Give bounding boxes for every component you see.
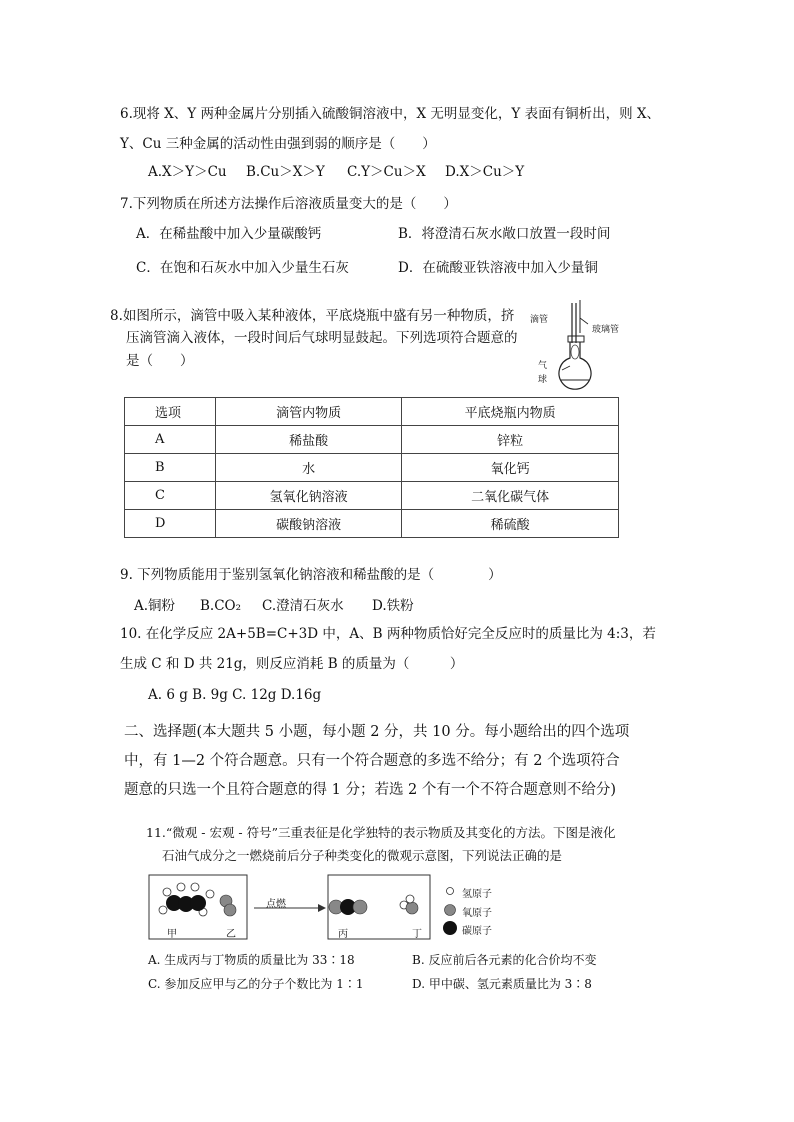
q9-option-b: B.CO₂ bbox=[200, 598, 242, 614]
q8-line1: 8.如图所示，滴管中吸入某种液体，平底烧瓶中盛有另一种物质，挤 bbox=[110, 308, 515, 324]
section2-line3: 题意的只选一个且符合题意的得 1 分；若选 2 个有一个不符合题意则不给分) bbox=[124, 782, 617, 798]
q11-option-d: D. 甲中碳、氢元素质量比为 3∶8 bbox=[412, 977, 592, 991]
table-header-dropper: 滴管内物质 bbox=[216, 398, 402, 426]
q7-option-a: A．在稀盐酸中加入少量碳酸钙 bbox=[136, 226, 322, 242]
q9-option-a: A.铜粉 bbox=[134, 598, 176, 614]
label-balloon-1: 气 bbox=[538, 361, 548, 371]
q8-options-table bbox=[124, 397, 619, 538]
q11-option-c: C. 参加反应甲与乙的分子个数比为 1∶1 bbox=[148, 977, 364, 991]
table-cell: 稀盐酸 bbox=[216, 426, 402, 454]
q10-line1: 10. 在化学反应 2A+5B=C+3D 中，A、B 两种物质恰好完全反应时的质量比为 4:3，若 bbox=[120, 626, 656, 642]
table-cell: 氧化钙 bbox=[402, 454, 619, 482]
label-yi: 乙 bbox=[226, 929, 236, 940]
q7-option-b: B．将澄清石灰水敞口放置一段时间 bbox=[398, 226, 611, 242]
table-header-row bbox=[125, 398, 619, 426]
table-cell: C bbox=[125, 482, 216, 510]
q6-option-b: B.Cu＞X＞Y bbox=[246, 164, 325, 180]
q8-line3: 是（ ） bbox=[126, 353, 194, 369]
section2-line1: 二、选择题(本大题共 5 小题，每小题 2 分，共 10 分。每小题给出的四个选项 bbox=[124, 724, 630, 740]
table-cell: 碳酸钠溶液 bbox=[216, 510, 402, 538]
table-header-option: 选项 bbox=[125, 398, 216, 426]
table-row bbox=[125, 510, 619, 538]
q6-option-d: D.X＞Cu＞Y bbox=[445, 164, 525, 180]
q11-line1: 11.“微观 - 宏观 - 符号”三重表征是化学独特的表示物质及其变化的方法。下图是液化 bbox=[146, 825, 616, 840]
q11-option-a: A. 生成丙与丁物质的质量比为 33∶18 bbox=[148, 953, 355, 967]
table-row bbox=[125, 454, 619, 482]
label-dropper: 滴管 bbox=[530, 315, 549, 325]
q7-stem: 7.下列物质在所述方法操作后溶液质量变大的是（ ） bbox=[120, 196, 457, 212]
table-cell: 水 bbox=[216, 454, 402, 482]
q6-line2: Y、Cu 三种金属的活动性由强到弱的顺序是（ ） bbox=[120, 136, 436, 152]
table-cell: 稀硫酸 bbox=[402, 510, 619, 538]
q11-option-b: B. 反应前后各元素的化合价均不变 bbox=[412, 953, 597, 967]
q8-line2: 压滴管滴入液体，一段时间后气球明显鼓起。下列选项符合题意的 bbox=[126, 330, 518, 346]
legend-oxygen: 氧原子 bbox=[462, 908, 492, 919]
label-balloon-2: 球 bbox=[538, 375, 548, 385]
legend-hydrogen: 氢原子 bbox=[462, 889, 492, 900]
q10-options: A. 6 g B. 9g C. 12g D.16g bbox=[148, 687, 322, 703]
table-cell: A bbox=[125, 426, 216, 454]
table-cell: 二氧化碳气体 bbox=[402, 482, 619, 510]
section2-line2: 中，有 1—2 个符合题意。只有一个符合题意的多选不给分；有 2 个选项符合 bbox=[124, 753, 620, 769]
q10-line2: 生成 C 和 D 共 21g，则反应消耗 B 的质量为（ ） bbox=[120, 656, 464, 672]
q9-options bbox=[134, 596, 414, 616]
label-glass-tube: 玻璃管 bbox=[592, 325, 620, 335]
q7-option-c: C．在饱和石灰水中加入少量生石灰 bbox=[136, 260, 349, 276]
q6-option-c: C.Y＞Cu＞X bbox=[347, 164, 426, 180]
q7-option-d: D．在硫酸亚铁溶液中加入少量铜 bbox=[398, 260, 598, 276]
q9-option-d: D.铁粉 bbox=[372, 598, 414, 614]
table-cell: D bbox=[125, 510, 216, 538]
label-ding: 丁 bbox=[412, 929, 422, 940]
table-cell: 锌粒 bbox=[402, 426, 619, 454]
legend-carbon: 碳原子 bbox=[462, 926, 492, 937]
table-header-flask: 平底烧瓶内物质 bbox=[402, 398, 619, 426]
table-row bbox=[125, 426, 619, 454]
q6-line1: 6.现将 X、Y 两种金属片分别插入硫酸铜溶液中，X 无明显变化，Y 表面有铜析出，则 X、 bbox=[120, 106, 660, 122]
table-row bbox=[125, 482, 619, 510]
reaction-micro-diagram bbox=[148, 872, 648, 944]
table-cell: B bbox=[125, 454, 216, 482]
q11-line2: 石油气成分之一燃烧前后分子种类变化的微观示意图，下列说法正确的是 bbox=[162, 848, 563, 863]
q6-option-a: A.X＞Y＞Cu bbox=[148, 164, 227, 180]
q9-option-c: C.澄清石灰水 bbox=[262, 598, 344, 614]
label-ignite: 点燃 bbox=[266, 899, 286, 910]
table-cell: 氢氧化钠溶液 bbox=[216, 482, 402, 510]
label-jia: 甲 bbox=[167, 929, 177, 940]
label-bing: 丙 bbox=[338, 929, 348, 940]
q9-stem: 9. 下列物质能用于鉴别氢氧化钠溶液和稀盐酸的是（ ） bbox=[120, 567, 502, 583]
q6-options bbox=[148, 162, 524, 182]
